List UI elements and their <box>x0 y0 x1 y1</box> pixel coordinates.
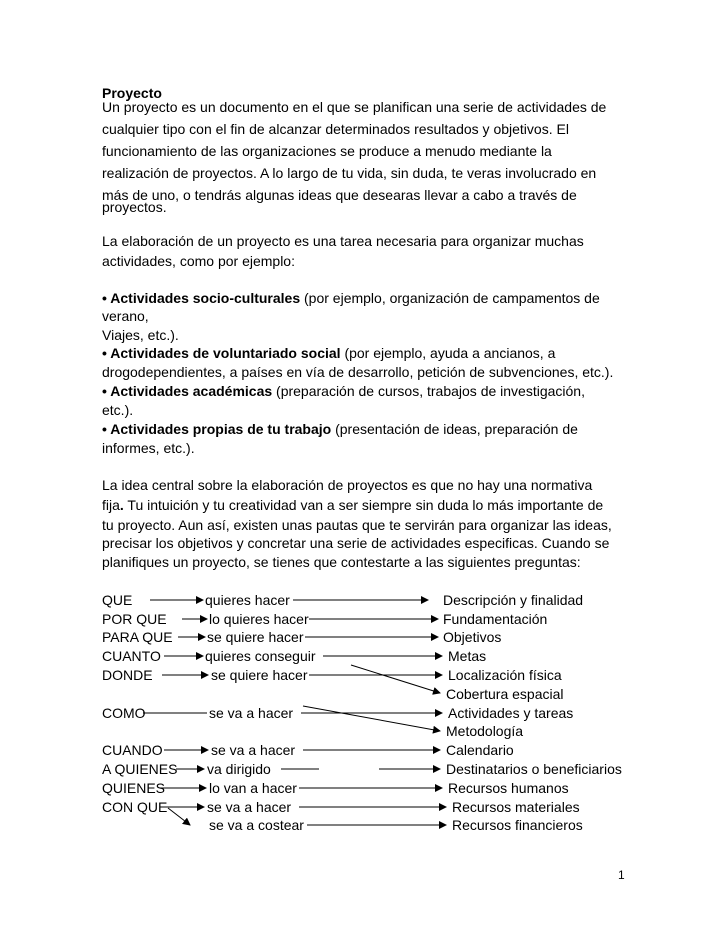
paragraph-line: La elaboración de un proyecto es una tarea necesaria para organizar muchas <box>102 233 584 249</box>
question-detail: quieres conseguir <box>205 648 316 664</box>
question-label: PARA QUE <box>102 629 173 645</box>
intro-line: realización de proyectos. A lo largo de tu vida, sin duda, te veras involucrado en <box>102 165 597 181</box>
answer-label: Objetivos <box>443 629 502 645</box>
intro-line: más de uno, o tendrás algunas ideas que desearas llevar a cabo a través de <box>102 187 577 203</box>
question-detail: se va a hacer <box>209 705 294 721</box>
paragraph-line: precisar los objetivos y concretar una serie de actividades especificas. Cuando se <box>102 535 610 551</box>
answer-label: Recursos materiales <box>452 799 580 815</box>
question-detail: quieres hacer <box>205 592 290 608</box>
question-label: CON QUE <box>102 799 168 815</box>
question-label: CUANDO <box>102 742 163 758</box>
question-label: QUE <box>102 592 133 608</box>
question-label: QUIENES <box>102 780 166 796</box>
bullet-text: (por ejemplo, ayuda a ancianos, a <box>340 345 556 361</box>
question-label: DONDE <box>102 667 153 683</box>
paragraph-line: planifiques un proyecto, se tienes que contestarte a las siguientes preguntas: <box>102 554 581 570</box>
bullet-continuation: etc.). <box>102 402 134 418</box>
question-detail: lo quieres hacer <box>209 611 309 627</box>
question-detail: va dirigido <box>207 761 271 777</box>
answer-label: Actividades y tareas <box>448 705 574 721</box>
bullet-bold: • Actividades propias de tu trabajo <box>102 421 332 437</box>
question-detail: se quiere hacer <box>211 667 308 683</box>
bullet-bold: • Actividades de voluntariado social <box>102 345 341 361</box>
answer-label: Localización física <box>448 667 562 683</box>
answer-label: Cobertura espacial <box>446 686 564 702</box>
bullet-text: (preparación de cursos, trabajos de investigación, <box>272 383 585 399</box>
question-detail: se va a costear <box>209 817 304 833</box>
bullet-continuation: verano, <box>102 308 149 324</box>
bullet-continuation: drogodependientes, a países en vía de desarrollo, petición de subvenciones, etc.). <box>102 364 614 380</box>
answer-label: Metodología <box>446 723 524 739</box>
bullet-continuation: informes, etc.). <box>102 440 195 456</box>
answer-label: Calendario <box>446 742 514 758</box>
question-detail: se quiere hacer <box>207 629 304 645</box>
answer-label: Recursos humanos <box>448 780 569 796</box>
paragraph-text: fija <box>102 497 120 513</box>
answer-label: Fundamentación <box>443 611 548 627</box>
page-number: 1 <box>618 868 625 882</box>
arrow <box>351 665 440 693</box>
answer-label: Metas <box>448 648 487 664</box>
intro-line: cualquier tipo con el fin de alcanzar determinados resultados y objetivos. El <box>102 121 569 137</box>
paragraph-line: tu proyecto. Aun así, existen unas pautas que te servirán para organizar las ideas, <box>102 517 612 533</box>
intro-line: funcionamiento de las organizaciones se produce a menudo mediante la <box>102 143 552 159</box>
intro-line: proyectos. <box>102 199 167 215</box>
question-detail: lo van a hacer <box>209 780 297 796</box>
paragraph-line: actividades, como por ejemplo: <box>102 253 295 269</box>
paragraph-line: La idea central sobre la elaboración de proyectos es que no hay una normativa <box>102 477 593 493</box>
question-detail: se va a hacer <box>207 799 292 815</box>
document-title: Proyecto <box>102 85 162 101</box>
answer-label: Recursos financieros <box>452 817 583 833</box>
answer-label: Destinatarios o beneficiarios <box>446 761 622 777</box>
bullet-text: (por ejemplo, organización de campamentos de <box>300 290 600 306</box>
question-label: POR QUE <box>102 611 167 627</box>
question-detail: se va a hacer <box>211 742 296 758</box>
question-label: COMO <box>102 705 146 721</box>
question-label: A QUIENES <box>102 761 178 777</box>
bullet-continuation: Viajes, etc.). <box>102 327 179 343</box>
bullet-text: (presentación de ideas, preparación de <box>331 421 578 437</box>
arrow <box>168 808 190 825</box>
bullet-bold: • Actividades académicas <box>102 383 273 399</box>
arrow <box>303 706 440 731</box>
paragraph-bold: . <box>119 497 124 513</box>
question-label: CUANTO <box>102 648 161 664</box>
paragraph-text: Tu intuición y tu creatividad van a ser siempre sin duda lo más importante de <box>123 497 604 513</box>
answer-label: Descripción y finalidad <box>443 592 584 608</box>
bullet-bold: • Actividades socio-culturales <box>102 290 301 306</box>
intro-line: Un proyecto es un documento en el que se planifican una serie de actividades de <box>102 99 607 115</box>
